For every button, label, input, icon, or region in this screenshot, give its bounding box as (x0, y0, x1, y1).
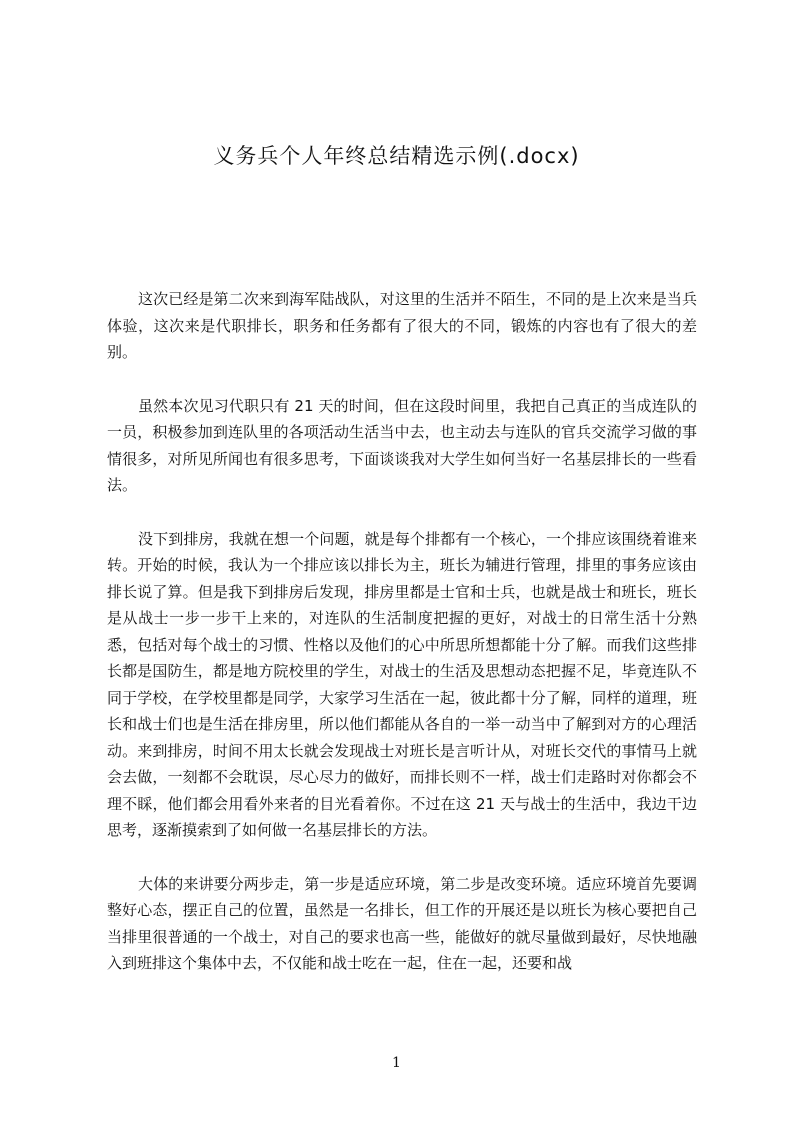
document-body (107, 286, 697, 977)
paragraph: 没下到排房，我就在想一个问题，就是每个排都有一个核心，一个排应该围绕着谁来转。开始的时候，我认为一个排应该以排长为主，班长为辅进行管理，排里的事务应该由排长说了算。但是我下到排房后发现，排房里都是士官和士兵，也就是战士和班长，班长是从战士一步一步干上来的，对连队的生活制度把握的更好，对战士的日常生活十分熟悉，包括对每个战士的习惯、性格以及他们的心中所思所想都能十分了解。而我们这些排长都是国防生，都是地方院校里的学生，对战士的生活及思想动态把握不足，毕竟连队不同于学校，在学校里都是同学，大家学习生活在一起，彼此都十分了解，同样的道理，班长和战士们也是生活在排房里，所以他们都能从各自的一举一动当中了解到对方的心理活动。来到排房，时间不用太长就会发现战士对班长是言听计从，对班长交代的事情马上就会去做，一刻都不会耽误，尽心尽力的做好，而排长则不一样，战士们走路时对你都会不理不睬，他们都会用看外来者的目光看着你。不过在这 21 天与战士的生活中，我边干边思考，逐渐摸索到了如何做一名基层排长的方法。 (107, 529, 697, 839)
paragraph: 虽然本次见习代职只有 21 天的时间，但在这段时间里，我把自己真正的当成连队的一员，积极参加到连队里的各项活动生活当中去，也主动去与连队的官兵交流学习做的事情很多，对所见所闻也有很多思考，下面谈谈我对大学生如何当好一名基层排长的一些看法。 (107, 396, 697, 494)
document-title: 义务兵个人年终总结精选示例(.docx) (213, 144, 580, 168)
page-number: 1 (392, 1055, 401, 1071)
paragraph: 大体的来讲要分两步走，第一步是适应环境，第二步是改变环境。适应环境首先要调整好心态，摆正自己的位置，虽然是一名排长，但工作的开展还是以班长为核心要把自己当排里很普通的一个战士，对自己的要求也高一些，能做好的就尽量做到最好，尽快地融入到班排这个集体中去，不仅能和战士吃在一起，住在一起，还要和战 (107, 874, 697, 972)
paragraph: 这次已经是第二次来到海军陆战队，对这里的生活并不陌生，不同的是上次来是当兵体验，这次来是代职排长，职务和任务都有了很大的不同，锻炼的内容也有了很大的差别。 (107, 290, 697, 361)
